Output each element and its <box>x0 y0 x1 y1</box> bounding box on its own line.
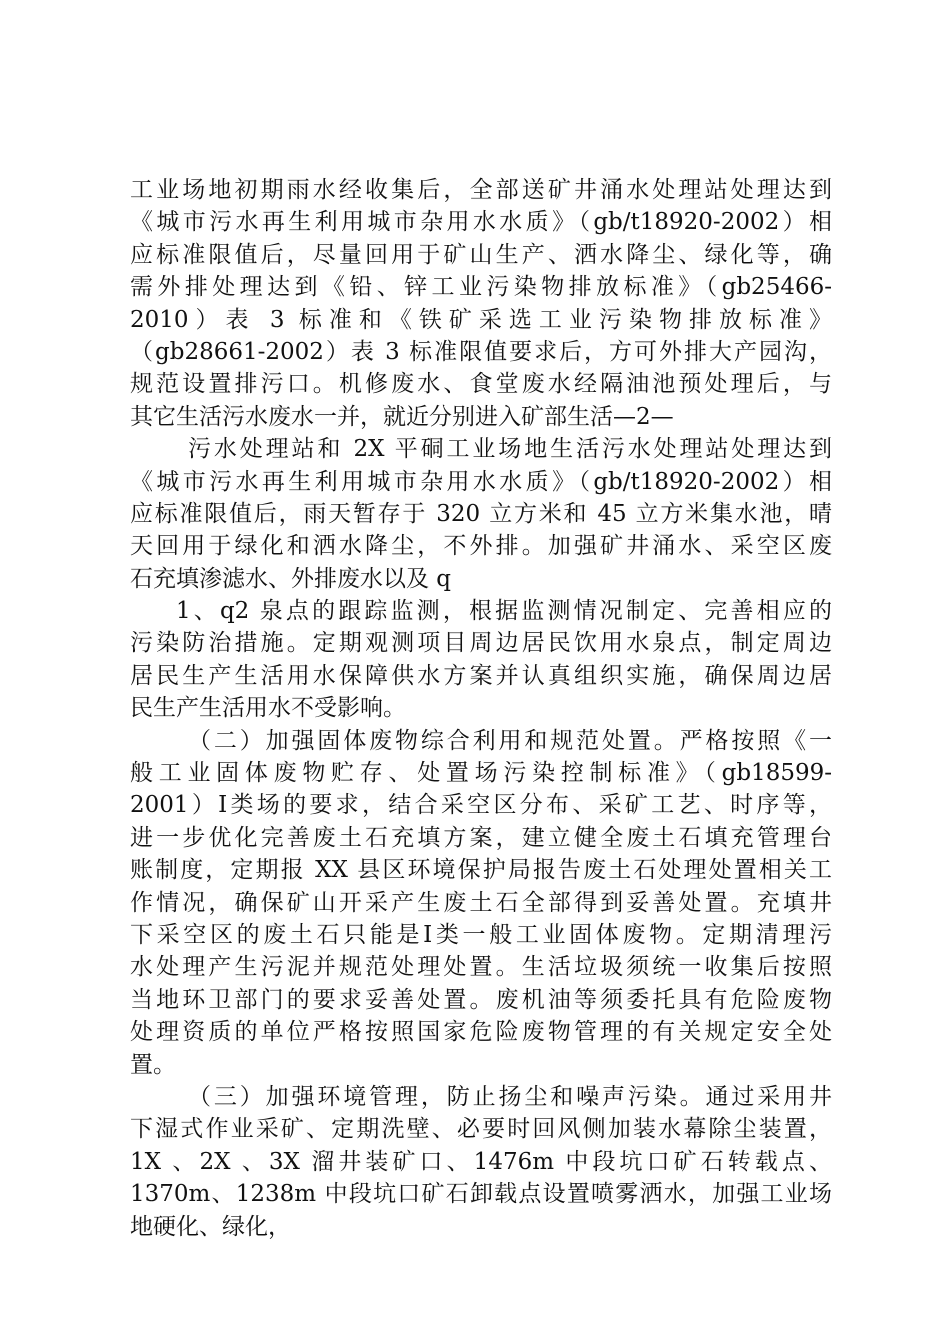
text-line: 工业场地初期雨水经收集后，全部送矿井涌水处理站处理达到 <box>130 177 832 203</box>
text-line: 置。 <box>130 1051 176 1078</box>
text-line: （三）加强环境管理，防止扬尘和噪声污染。通过采用井 <box>188 1083 832 1110</box>
text-line: 民生产生活用水不受影响。 <box>130 695 406 722</box>
text-line: 水处理产生污泥并规范处理处置。生活垃圾须统一收集后按照 <box>130 954 832 981</box>
text-line: （二）加强固体废物综合利用和规范处置。严格按照《一 <box>188 727 832 754</box>
text-line: 居民生产生活用水保障供水方案并认真组织实施，确保周边居 <box>130 662 832 689</box>
text-line: 污染防治措施。定期观测项目周边居民饮用水泉点，制定周边 <box>130 630 832 657</box>
text-line: 进一步优化完善废土石充填方案，建立健全废土石填充管理台 <box>130 824 832 851</box>
paragraph-dust-noise <box>130 1081 832 1243</box>
text-line: 作情况，确保矿山开采产生废土石全部得到妥善处置。充填井 <box>130 889 832 916</box>
paragraph-spring-monitoring <box>130 595 832 725</box>
text-line: 规范设置排污口。机修废水、食堂废水经隔油池预处理后，与 <box>130 371 832 398</box>
paragraph-wastewater-rainwater <box>130 174 832 433</box>
text-line: 1、q2 泉点的跟踪监测，根据监测情况制定、完善相应的 <box>176 598 832 625</box>
text-line: 地硬化、绿化， <box>130 1213 291 1240</box>
text-line: 应标准限值后，尽量回用于矿山生产、洒水降尘、绿化等，确 <box>130 241 832 268</box>
text-line: 需外排处理达到《铅、锌工业污染物排放标准》（gb25466- <box>130 274 832 301</box>
text-line: 2001）Ⅰ类场的要求，结合采空区分布、采矿工艺、时序等， <box>130 792 832 819</box>
text-line: 1X 、2X 、3X 溜井装矿口、1476m 中段坑口矿石转载点、 <box>130 1148 832 1175</box>
text-line: 下采空区的废土石只能是Ⅰ类一般工业固体废物。定期清理污 <box>130 921 832 948</box>
text-line: 2010）表 3 标准和《铁矿采选工业污染物排放标准》 <box>130 306 832 333</box>
text-line: 其它生活污水废水一并，就近分别进入矿部生活—2— <box>130 403 674 430</box>
text-line: 《城市污水再生利用城市杂用水水质》（gb/t18920-2002）相 <box>130 468 832 495</box>
paragraph-solid-waste <box>130 725 832 1081</box>
text-line: 般工业固体废物贮存、处置场污染控制标准》（gb18599- <box>130 760 832 787</box>
text-line: 当地环卫部门的要求妥善处置。废机油等须委托具有危险废物 <box>130 986 832 1013</box>
text-line: 《城市污水再生利用城市杂用水水质》（gb/t18920-2002）相 <box>130 209 832 236</box>
text-line: 应标准限值后，雨天暂存于 320 立方米和 45 立方米集水池，晴 <box>130 500 832 527</box>
text-line: 污水处理站和 2X 平硐工业场地生活污水处理站处理达到 <box>188 436 832 463</box>
text-line: （gb28661-2002）表 3 标准限值要求后，方可外排大产园沟， <box>130 338 832 365</box>
text-line: 账制度，定期报 XX 县区环境保护局报告废土石处理处置相关工 <box>130 857 832 884</box>
text-line: 天回用于绿化和洒水降尘，不外排。加强矿井涌水、采空区废 <box>130 533 832 560</box>
text-line: 处理资质的单位严格按照国家危险废物管理的有关规定安全处 <box>130 1019 832 1046</box>
document-body <box>130 174 832 1243</box>
paragraph-sewage-station <box>130 433 832 595</box>
text-line: 石充填渗滤水、外排废水以及 q <box>130 565 452 592</box>
text-line: 1370m、1238m 中段坑口矿石卸载点设置喷雾洒水，加强工业场 <box>130 1181 832 1208</box>
text-line: 下湿式作业采矿、定期洗壁、必要时回风侧加装水幕除尘装置， <box>130 1116 832 1143</box>
